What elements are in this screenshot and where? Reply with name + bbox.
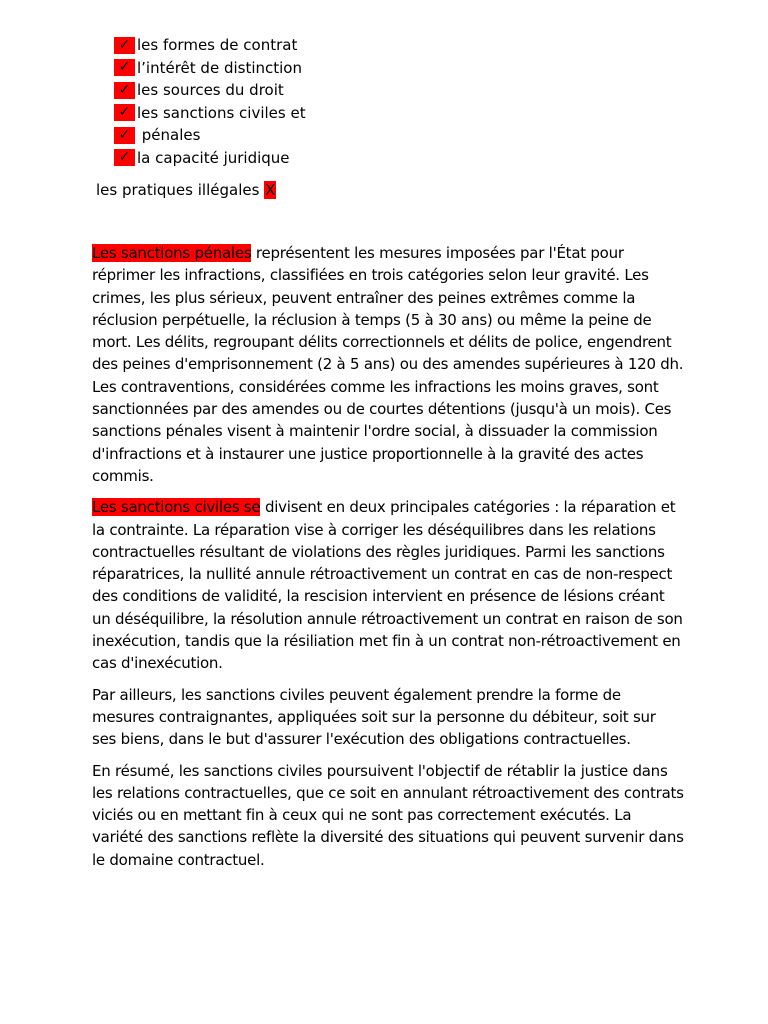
paragraph-text: représentent les mesures imposées par l'État pour réprimer les infractions, classifiées en trois catégories selon leur gravité. Les crimes, les plus sérieux, peuvent entraîner des peines extrêmes comme la réclusion perpétuelle, la réclusion à temps (5 à 30 ans) ou même la peine de mort. Les délits, regroupant délits correctionnels et délits de police, engendrent des peines d'emprisonnement (2 à 5 ans) ou des amendes supérieures à 120 dh. Les contraventions, considérées comme les infractions les moins graves, sont sanctionnées par des amendes ou de courtes détentions (jusqu'à un mois). Ces sanctions pénales visent à maintenir l'ordre social, à dissuader la commission d'infractions et à instaurer une justice proportionnelle à la gravité des actes commis. [92,244,684,485]
document-body [92,242,684,880]
paragraph-civil-sanctions [92,496,684,674]
checklist-item [114,124,414,147]
checkmark-icon: ✓ [114,59,135,76]
paragraph-penal-sanctions [92,242,684,487]
checkmark-icon: ✓ [114,37,135,54]
checklist [114,34,414,169]
illegal-practices-line [96,179,276,201]
checklist-item [114,34,414,57]
checklist-item [114,147,414,170]
paragraph-text: divisent en deux principales catégories : la réparation et la contrainte. La réparation vise à corriger les déséquilibres dans les relations contractuelles résultant de violations des règles juridiques. Parmi les sanctions réparatrices, la nullité annule rétroactivement un contrat en cas de non-respect des conditions de validité, la rescision intervient en présence de lésions créant un déséquilibre, la résolution annule rétroactivement un contrat en raison de son inexécution, tandis que la résiliation met fin à un contrat non-rétroactivement en cas d'inexécution. [92,498,683,673]
checkmark-icon: ✓ [114,127,135,144]
checklist-item-label: la capacité juridique [137,148,290,167]
paragraph-summary: En résumé, les sanctions civiles poursuivent l'objectif de rétablir la justice dans les relations contractuelles, que ce soit en annulant rétroactivement des contrats viciés ou en mettant fin à ceux qui ne sont pas correctement exécutés. La variété des sanctions reflète la diversité des situations qui peuvent survenir dans le domaine contractuel. [92,761,684,869]
illegal-practices-label: les pratiques illégales [96,181,265,199]
checklist-item [114,102,414,125]
checklist-item-label: pénales [137,126,201,145]
paragraph-coercive-measures: Par ailleurs, les sanctions civiles peuvent également prendre la forme de mesures contraignantes, appliquées soit sur la personne du débiteur, soit sur ses biens, dans le but d'assurer l'exécution des obligations contractuelles. [92,685,656,749]
highlight-civil-sanctions: Les sanctions civiles se [92,498,261,517]
checklist-item-label: les formes de contrat [137,36,298,55]
checklist-item-label: les sources du droit [137,81,284,100]
checklist-item-label: les sanctions civiles et [137,103,306,122]
checklist-item [114,79,414,102]
checklist-item [114,57,414,80]
checkmark-icon: ✓ [114,104,135,121]
checkmark-icon: ✓ [114,82,135,99]
cross-mark-icon: X [265,181,276,199]
highlight-penal-sanctions: Les sanctions pénales [92,244,252,262]
checklist-item-label: l’intérêt de distinction [137,58,302,77]
checkmark-icon: ✓ [114,149,135,166]
